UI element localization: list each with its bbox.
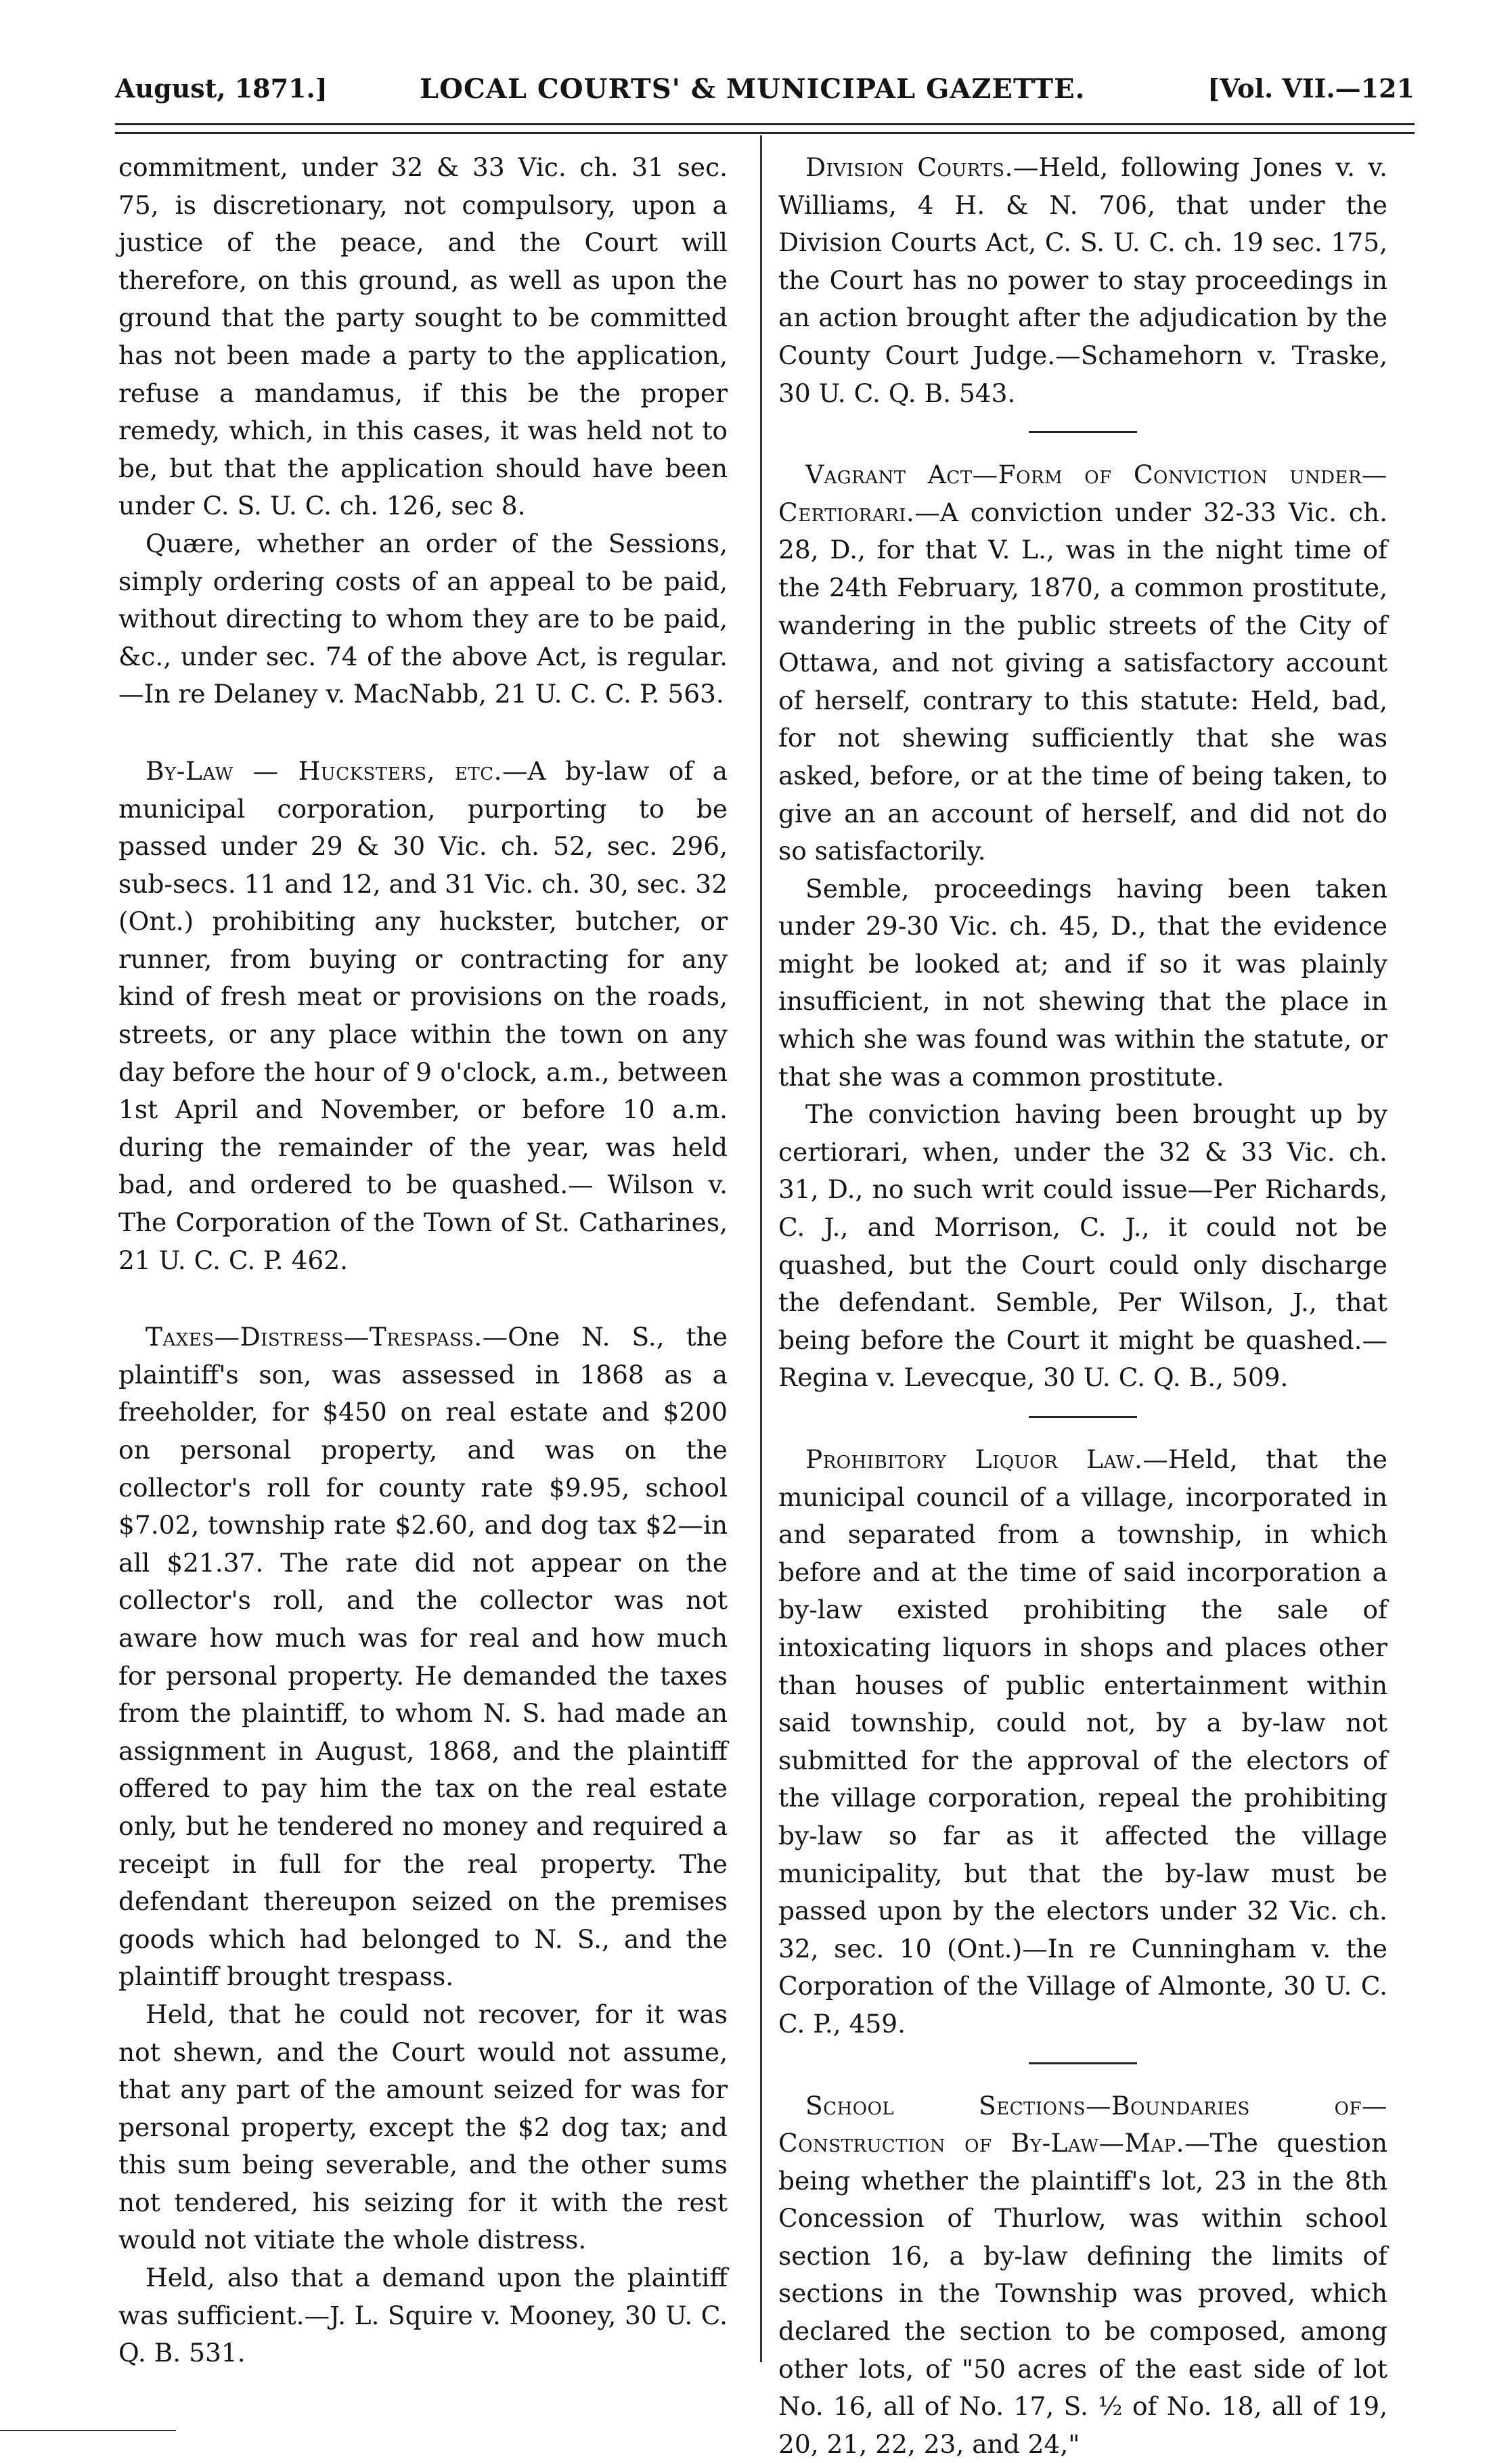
- case-text: —Held, that the municipal council of a village, incorporated in and separated from a township, in which before and at the time of said incorporation a by-law existed prohibiting the sale of intoxicating liquors in shops and places other than houses of public entertainment within said township, could not, by a by-law not submitted for the approval of the electors of the village corporation, repeal the prohibiting by-law so far as it affected the village municipality, but that the by-law must be passed upon by the electors under 32 Vic. ch. 32, sec. 10 (Ont.)—In re Cunningham v. the Corporation of the Village of Almonte, 30 U. C. C. P., 459.: [778, 1444, 1387, 2039]
- paragraph: Held, that he could not recover, for it was not shewn, and the Court would not assume, that any part of the amount seized for was for personal property, except the $2 dog tax; and this sum being severable, and the other sums not tendered, his seizing for it with the rest would not vitiate the whole distress.: [118, 1996, 728, 2259]
- case-heading: Prohibitory Liquor Law.: [805, 1444, 1142, 1474]
- case-text: —A by-law of a municipal corporation, purporting to be passed under 29 & 30 Vic. ch. 52, sec. 296, sub-secs. 11 and 12, and 31 Vic. ch. 30, sec. 32 (Ont.) prohibiting any huckster, butcher, or runner, from buying or contracting for any kind of fresh meat or provisions on the roads, streets, or any place within the town on any day before the hour of 9 o'clock, a.m., between 1st April and November, or before 10 a.m. during the remainder of the year, was held bad, and ordered to be quashed.— Wilson v. The Corporation of the Town of St. Catharines, 21 U. C. C. P. 462.: [118, 756, 728, 1275]
- case-heading: School Sections—Boundaries of—Construction of By-Law—Map.: [778, 2091, 1387, 2158]
- case-entry: [118, 1318, 728, 1996]
- case-text: —Held, following Jones v. v. Williams, 4 H. & N. 706, that under the Division Courts Act, C. S. U. C. ch. 19 sec. 175, the Court has no power to stay proceedings in an action brought after the adjudication by the County Court Judge.—Schamehorn v. Traske, 30 U. C. Q. B. 543.: [778, 152, 1387, 408]
- case-text: —One N. S., the plaintiff's son, was assessed in 1868 as a freeholder, for $450 on real estate and $200 on personal property, and was on the collector's roll for county rate $9.95, school $7.02, township rate $2.60, and dog tax $2—in all $21.37. The rate did not appear on the collector's roll, and the collector was not aware how much was for real and how much for personal property. He demanded the taxes from the plaintiff, to whom N. S. had made an assignment in August, 1868, and the plaintiff offered to pay him the tax on the real estate only, but he tendered no money and required a receipt in full for the real property. The defendant thereupon seized on the premises goods which had belonged to N. S., and the plaintiff brought trespass.: [118, 1322, 728, 1991]
- case-heading: Taxes—Distress—Trespass.: [146, 1322, 483, 1352]
- publication-title: LOCAL COURTS' & MUNICIPAL GAZETTE.: [420, 73, 1086, 105]
- paragraph: Quære, whether an order of the Sessions, simply ordering costs of an appeal to be paid, without directing to whom they are to be paid, &c., under sec. 74 of the above Act, is regular. —In re Delaney v. MacNabb, 21 U. C. C. P. 563.: [118, 525, 728, 713]
- case-heading: By-Law — Hucksters, etc.: [146, 756, 502, 786]
- case-heading: Vagrant Act—Form of Conviction under—Certiorari.: [778, 460, 1387, 527]
- case-entry: [778, 149, 1387, 412]
- case-heading: Division Courts.: [805, 152, 1013, 182]
- section-divider: [1029, 1416, 1137, 1418]
- case-entry: [778, 1441, 1387, 2043]
- header-double-rule: [115, 123, 1415, 134]
- case-entry: [118, 753, 728, 1279]
- section-divider: [1029, 2062, 1137, 2064]
- case-text: —The question being whether the plaintiff's lot, 23 in the 8th Concession of Thurlow, was within school section 16, a by-law defining the limits of sections in the Township was proved, which declared the section to be composed, among other lots, of "50 acres of the east side of lot No. 16, all of No. 17, S. ½ of No. 18, all of 19, 20, 21, 22, 23, and 24,": [778, 2128, 1387, 2459]
- issue-date: August, 1871.]: [115, 73, 328, 104]
- case-text: —A conviction under 32-33 Vic. ch. 28, D., for that V. L., was in the night time of the 24th February, 1870, a common prostitute, wandering in the public streets of the City of Ottawa, and not giving a satisfactory account of herself, contrary to this statute: Held, bad, for not shewing sufficiently that she was asked, before, or at the time of being taken, to give an an account of herself, and did not do so satisfactorily.: [778, 497, 1387, 866]
- section-divider: [1029, 431, 1137, 433]
- right-column: [778, 149, 1387, 2463]
- left-column: [118, 149, 728, 2372]
- bottom-edge-rule: [0, 2430, 176, 2431]
- page-header: [115, 73, 1415, 127]
- paragraph: commitment, under 32 & 33 Vic. ch. 31 sec. 75, is discretionary, not compulsory, upon a justice of the peace, and the Court will therefore, on this ground, as well as upon the ground that the party sought to be committed has not been made a party to the application, refuse a mandamus, if this be the proper remedy, which, in this cases, it was held not to be, but that the application should have been under C. S. U. C. ch. 126, sec 8.: [118, 149, 728, 525]
- volume-page-number: [Vol. VII.—121: [1207, 73, 1415, 104]
- paragraph: Semble, proceedings having been taken under 29-30 Vic. ch. 45, D., that the evidence might be looked at; and if so it was plainly insufficient, in not shewing that the place in which she was found was within the statute, or that she was a common prostitute.: [778, 870, 1387, 1096]
- paragraph: The conviction having been brought up by certiorari, when, under the 32 & 33 Vic. ch. 31, D., no such writ could issue—Per Richards, C. J., and Morrison, C. J., it could not be quashed, but the Court could only discharge the defendant. Semble, Per Wilson, J., that being before the Court it might be quashed.—Regina v. Levecque, 30 U. C. Q. B., 509.: [778, 1096, 1387, 1397]
- case-entry: [778, 2087, 1387, 2463]
- column-divider: [760, 135, 762, 2362]
- paragraph: Held, also that a demand upon the plaintiff was sufficient.—J. L. Squire v. Mooney, 30 U. C. Q. B. 531.: [118, 2259, 728, 2372]
- case-entry: [778, 456, 1387, 870]
